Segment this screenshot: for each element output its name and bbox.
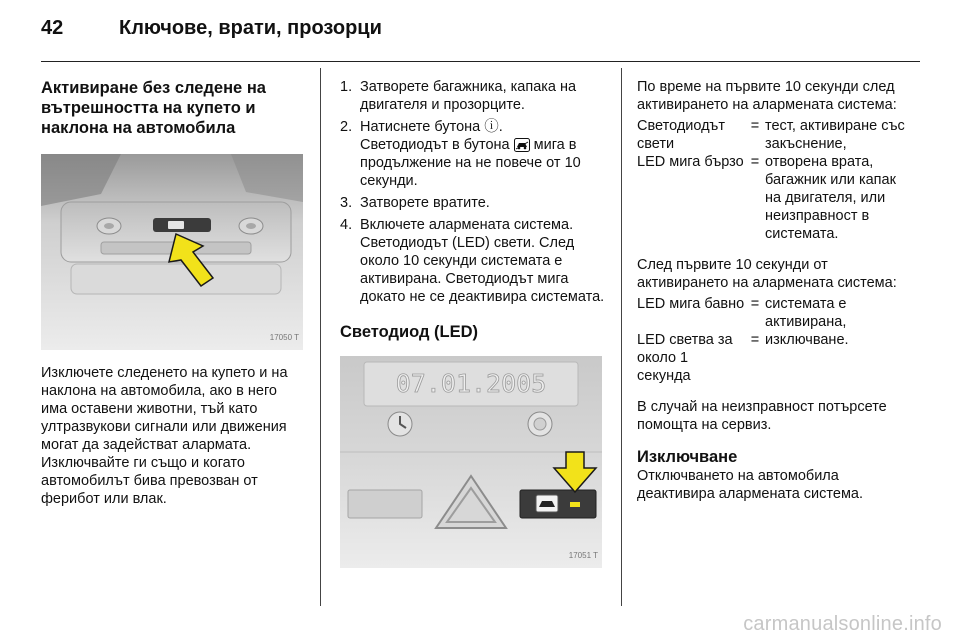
column-divider-1 [320, 68, 321, 606]
watermark: carmanualsonline.info [743, 613, 942, 635]
page-number: 42 [41, 17, 64, 39]
clock-display: 07.01.2005 [395, 369, 547, 398]
figure-code: 17051 T [568, 551, 598, 560]
intro-after-10-seconds: След първите 10 секунди от активирането на алармената система: [637, 257, 897, 291]
column-3 [637, 78, 905, 503]
figure-dashboard-led [340, 356, 602, 568]
header-divider [41, 61, 920, 62]
step-4: 4. Включете алармената система. Светодиодът (LED) свети. След около 10 секунди системата е активирана. Светодиодът мига докато не се деактивира системата. [340, 217, 605, 305]
step-3: 3. Затворете вратите. [340, 195, 490, 211]
intro-first-10-seconds: По време на първите 10 секунди след активирането на алармената система: [637, 79, 897, 113]
column-1 [41, 78, 303, 508]
paragraph-switch-off: Отключването на автомобила деактивира алармената система. [637, 468, 864, 502]
section-heading-switch-off: Изключване [637, 448, 738, 466]
info-button-glyph: ⓘ [484, 119, 499, 135]
paragraph-fault: В случай на неизправност потърсете помощта на сервиз. [637, 399, 887, 433]
column-2 [340, 78, 608, 568]
ceiling-console-illustration [41, 154, 303, 350]
column-divider-2 [621, 68, 622, 606]
figure-code: 17050 T [269, 333, 299, 342]
tilt-sensor-button-icon [514, 138, 530, 152]
led-states-after-10-seconds: LED мига бавно = системата е активирана, LED светва за около 1 секунда = изключване. [637, 296, 849, 384]
figure-ceiling-console [41, 154, 303, 350]
paragraph-monitoring: Изключете следенето на купето и на наклона на автомобила, ако в него има оставени животни, тъй като ултразвукови сигнали или движения могат да задействат алармата. Изключвайте ги също и когато автомобилът бива превозван от ферибот или влак. [41, 365, 288, 507]
step-1: 1. Затворете багажника, капака на двигателя и прозорците. [340, 79, 577, 113]
dashboard-led-illustration [340, 356, 602, 568]
steps-list [340, 78, 608, 306]
section-heading-led: Светодиод (LED) [340, 323, 479, 341]
step-2: 2. Натиснете бутона ⓘ. Светодиодът в бутона мига в продължение на не повече от 10 секунди. [340, 119, 581, 189]
section-heading-activation: Активиране без следене на вътрешността на купето и наклона на автомобила [41, 79, 266, 137]
page-title: Ключове, врати, прозорци [119, 17, 382, 39]
led-states-first-10-seconds: Светодиодът свети = тест, активиране със закъснение, LED мига бързо = отворена врата, багажник или капак на двигателя, или неизправност в системата. [637, 118, 905, 242]
